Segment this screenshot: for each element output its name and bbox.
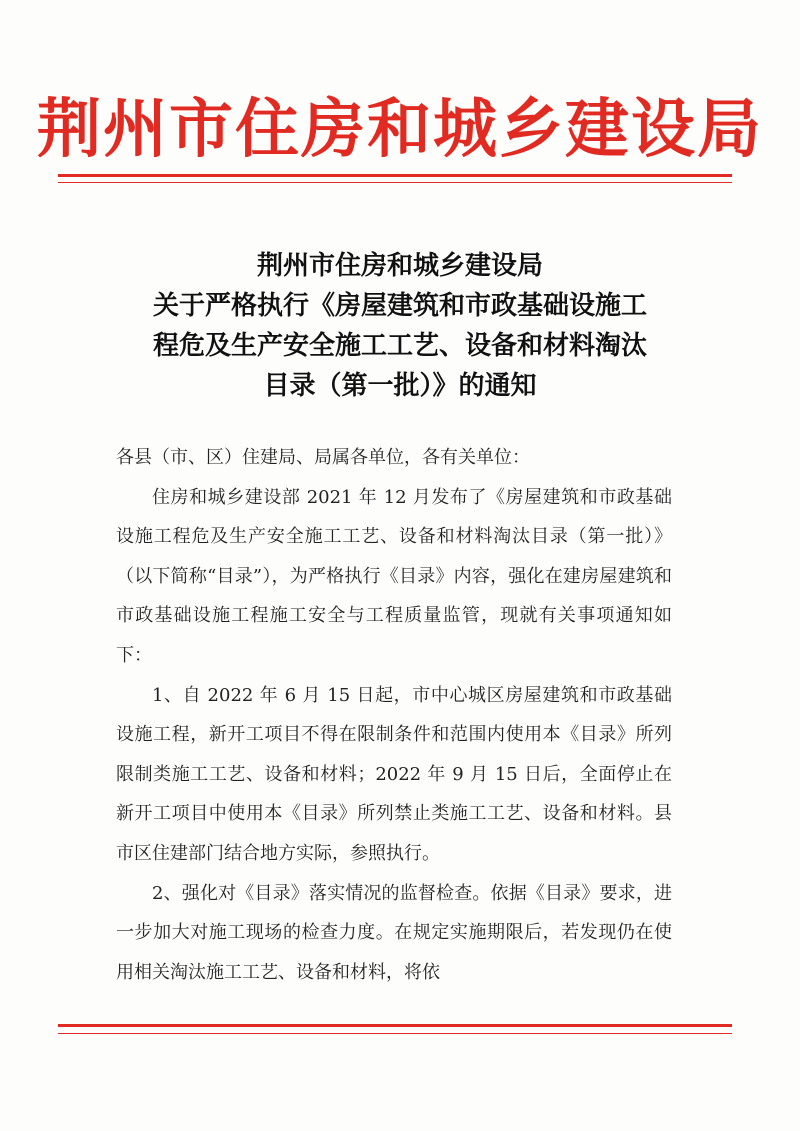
title-line-1: 荆州市住房和城乡建设局 xyxy=(256,251,543,281)
title-line-2: 关于严格执行《房屋建筑和市政基础设施工 xyxy=(152,291,647,321)
document-body xyxy=(116,438,672,992)
masthead-red-rule-thick xyxy=(58,174,732,177)
title-line-3: 程危及生产安全施工工艺、设备和材料淘汰 xyxy=(152,331,647,361)
paragraph-item-1: 1、自 2022 年 6 月 15 日起，市中心城区房屋建筑和市政基础设施工程，新开工项目不得在限制条件和范围内使用本《目录》所列限制类施工工艺、设备和材料；2022 年 9 月 15 日后，全面停止在新开工项目中使用本《目录》所列禁止类施工工艺、设备和材料。县市区住建部门结合地方实际，参照执行。 xyxy=(116,684,672,864)
footer-red-rule-thick xyxy=(58,1024,732,1027)
title-line-4: 目录（第一批）》的通知 xyxy=(263,371,537,401)
document-title xyxy=(100,246,700,406)
footer-red-rule-thin xyxy=(58,1033,732,1034)
paragraph-item-2: 2、强化对《目录》落实情况的监督检查。依据《目录》要求，进一步加大对施工现场的检查力度。在规定实施期限后，若发现仍在使用相关淘汰施工工艺、设备和材料，将依 xyxy=(116,882,672,983)
paragraph-intro: 住房和城乡建设部 2021 年 12 月发布了《房屋建筑和市政基础设施工程危及生产安全施工工艺、设备和材料淘汰目录（第一批）》（以下简称“目录”），为严格执行《目录》内容，强化在建房屋建筑和市政基础设施工程施工安全与工程质量监管，现就有关事项通知如下： xyxy=(116,486,672,666)
masthead-org-name: 荆州市住房和城乡建设局 xyxy=(37,93,763,167)
salutation: 各县（市、区）住建局、局属各单位，各有关单位： xyxy=(116,447,530,468)
masthead-red-rule-thin xyxy=(58,182,732,183)
